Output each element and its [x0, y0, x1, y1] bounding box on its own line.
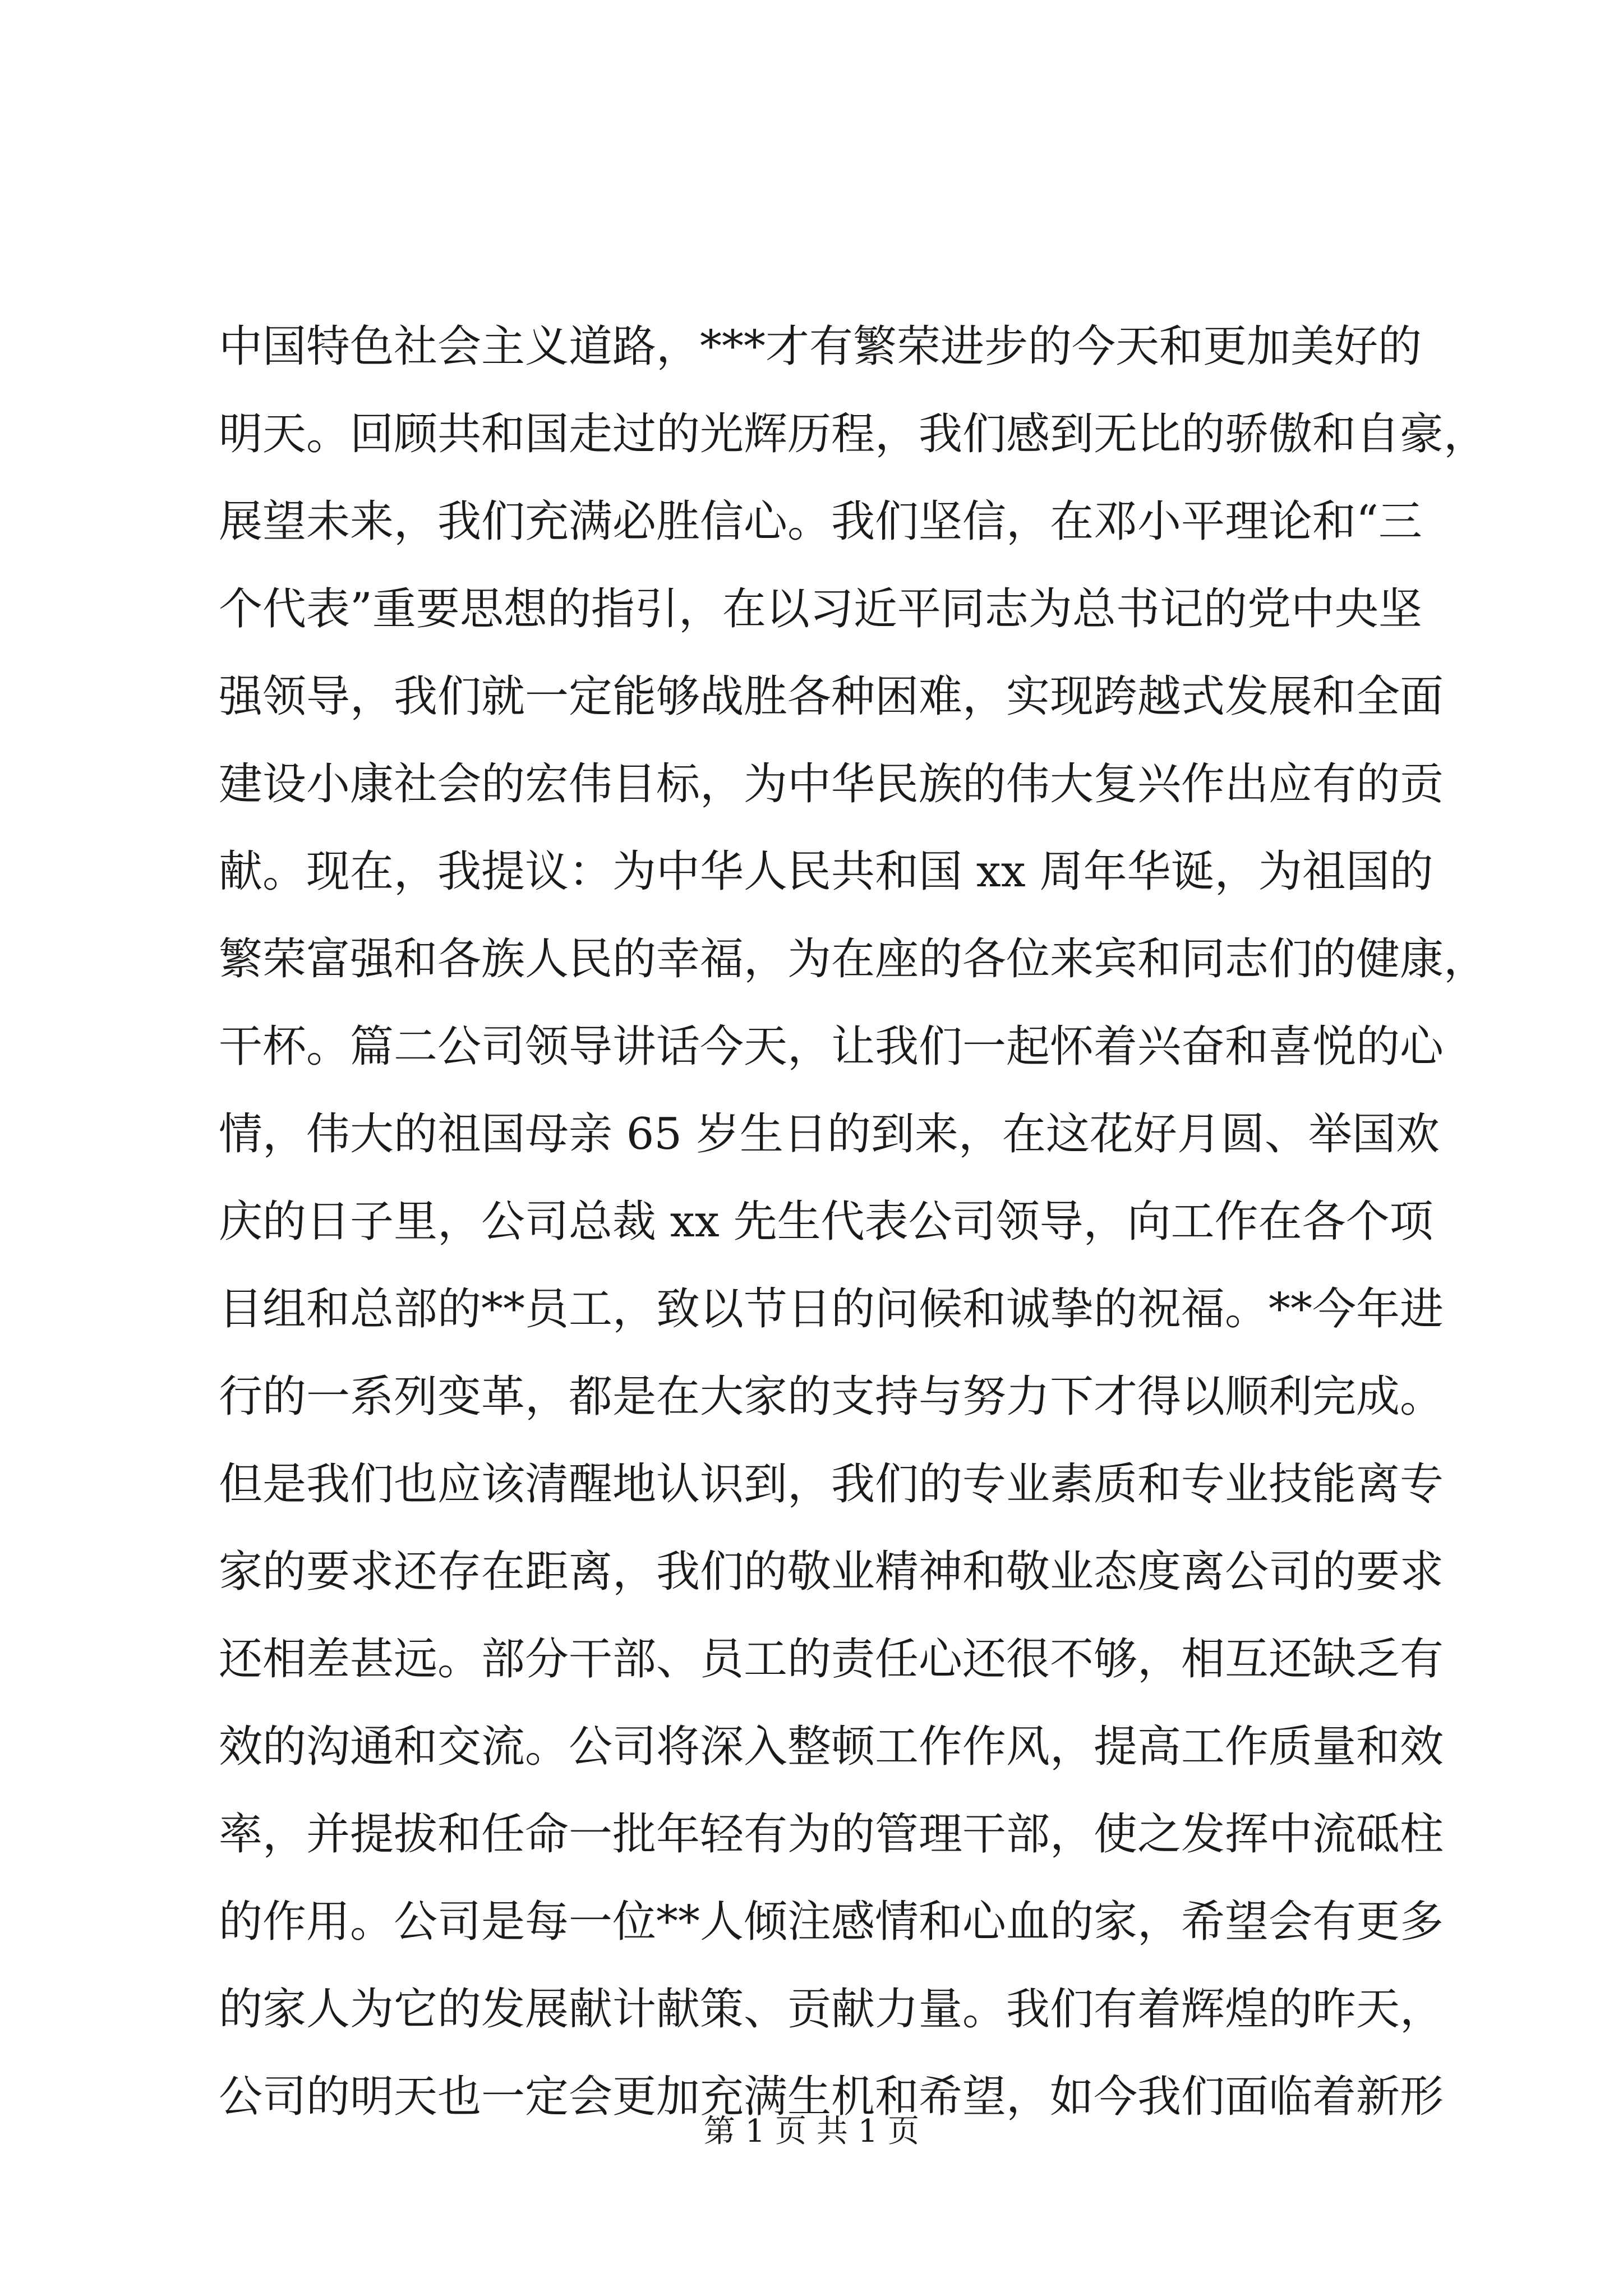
- text-line: 公司的明天也一定会更加充满生机和希望，如今我们面临着新形: [219, 2072, 1444, 2122]
- text-line: 家的要求还存在距离，我们的敬业精神和敬业态度离公司的要求: [219, 1547, 1444, 1597]
- text-line: 中国特色社会主义道路，***才有繁荣进步的今天和更加美好的: [219, 321, 1422, 372]
- document-body: [219, 303, 1488, 2141]
- text-line: 效的沟通和交流。公司将深入整顿工作作风，提高工作质量和效: [219, 1722, 1444, 1772]
- text-line: 强领导，我们就一定能够战胜各种困难，实现跨越式发展和全面: [219, 671, 1444, 722]
- text-line: 还相差甚远。部分干部、员工的责任心还很不够，相互还缺乏有: [219, 1634, 1444, 1685]
- text-line: 的家人为它的发展献计献策、贡献力量。我们有着辉煌的昨天，: [219, 1984, 1444, 2035]
- text-line: 目组和总部的**员工，致以节日的问候和诚挚的祝福。**今年进: [219, 1284, 1444, 1335]
- page-number-footer: 第 1 页 共 1 页: [703, 2113, 920, 2150]
- text-line: 行的一系列变革，都是在大家的支持与努力下才得以顺利完成。: [219, 1372, 1444, 1422]
- text-line: 展望未来，我们充满必胜信心。我们坚信，在邓小平理论和“三: [219, 496, 1422, 547]
- text-line: 明天。回顾共和国走过的光辉历程，我们感到无比的骄傲和自豪，: [219, 409, 1488, 459]
- text-line: 干杯。篇二公司领导讲话今天，让我们一起怀着兴奋和喜悦的心: [219, 1022, 1444, 1072]
- text-line: 建设小康社会的宏伟目标，为中华民族的伟大复兴作出应有的贡: [219, 759, 1444, 809]
- text-line: 率，并提拔和任命一批年轻有为的管理干部，使之发挥中流砥柱: [219, 1809, 1444, 1860]
- text-line: 个代表”重要思想的指引，在以习近平同志为总书记的党中央坚: [219, 584, 1422, 634]
- text-line: 献。现在，我提议：为中华人民共和国 xx 周年华诞，为祖国的: [219, 846, 1433, 897]
- text-line: 情，伟大的祖国母亲 65 岁生日的到来，在这花好月圆、举国欢: [219, 1109, 1440, 1159]
- text-line: 但是我们也应该清醒地认识到，我们的专业素质和专业技能离专: [219, 1459, 1444, 1510]
- text-line: 繁荣富强和各族人民的幸福，为在座的各位来宾和同志们的健康，: [219, 934, 1488, 984]
- text-line: 庆的日子里，公司总裁 xx 先生代表公司领导，向工作在各个项: [219, 1197, 1433, 1247]
- text-line: 的作用。公司是每一位**人倾注感情和心血的家，希望会有更多: [219, 1897, 1444, 1947]
